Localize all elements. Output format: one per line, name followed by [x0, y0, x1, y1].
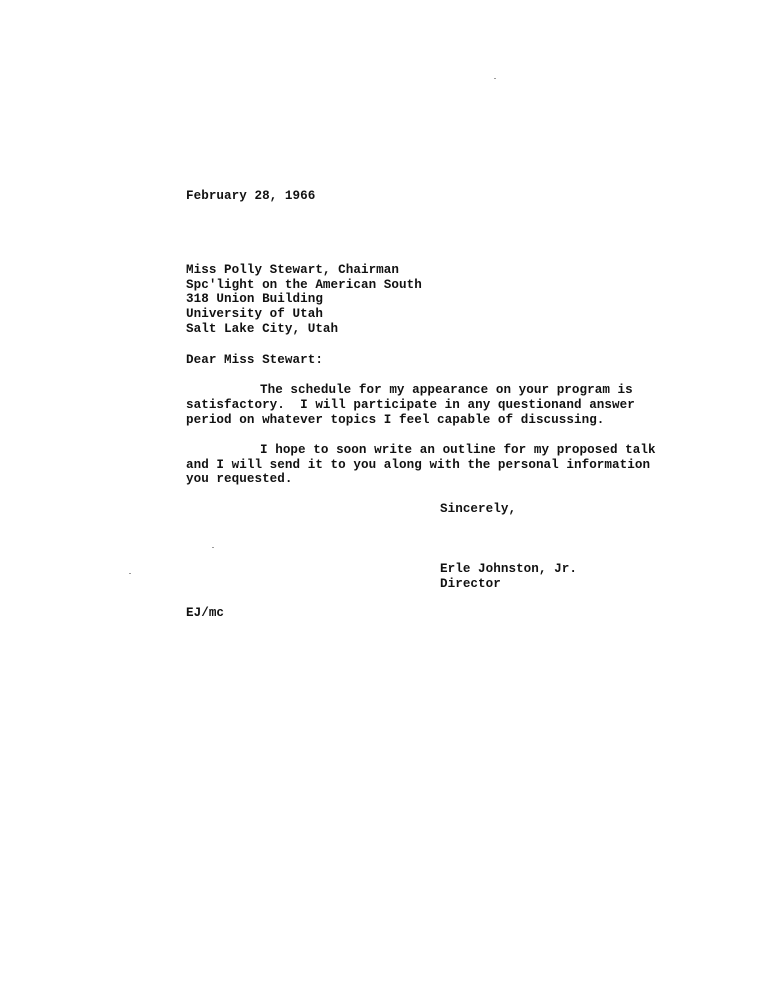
signer-name: Erle Johnston, Jr.: [440, 562, 577, 576]
paragraph-line: and I will send it to you along with the personal information: [186, 458, 651, 472]
address-line: 318 Union Building: [186, 292, 323, 306]
paragraph-line: satisfactory. I will participate in any questionand answer: [186, 398, 635, 412]
paragraph-line: The schedule for my appearance on your program is: [260, 383, 633, 397]
scan-edge-dots: [612, 0, 763, 4]
scan-speck: [494, 78, 496, 79]
address-line: Spc'light on the American South: [186, 278, 422, 292]
signer-title: Director: [440, 577, 501, 591]
paragraph-line: I hope to soon write an outline for my proposed talk: [260, 443, 656, 457]
scan-speck: [212, 547, 214, 548]
salutation: Dear Miss Stewart:: [186, 353, 323, 367]
letter-date: February 28, 1966: [186, 189, 316, 203]
scan-speck: [129, 573, 131, 574]
typist-initials: EJ/mc: [186, 606, 225, 620]
paragraph-line: you requested.: [186, 472, 293, 486]
address-line: University of Utah: [186, 307, 323, 321]
closing: Sincerely,: [440, 502, 517, 516]
paragraph-line: period on whatever topics I feel capable of discussing.: [186, 413, 605, 427]
address-line: Miss Polly Stewart, Chairman: [186, 263, 400, 277]
address-line: Salt Lake City, Utah: [186, 322, 339, 336]
